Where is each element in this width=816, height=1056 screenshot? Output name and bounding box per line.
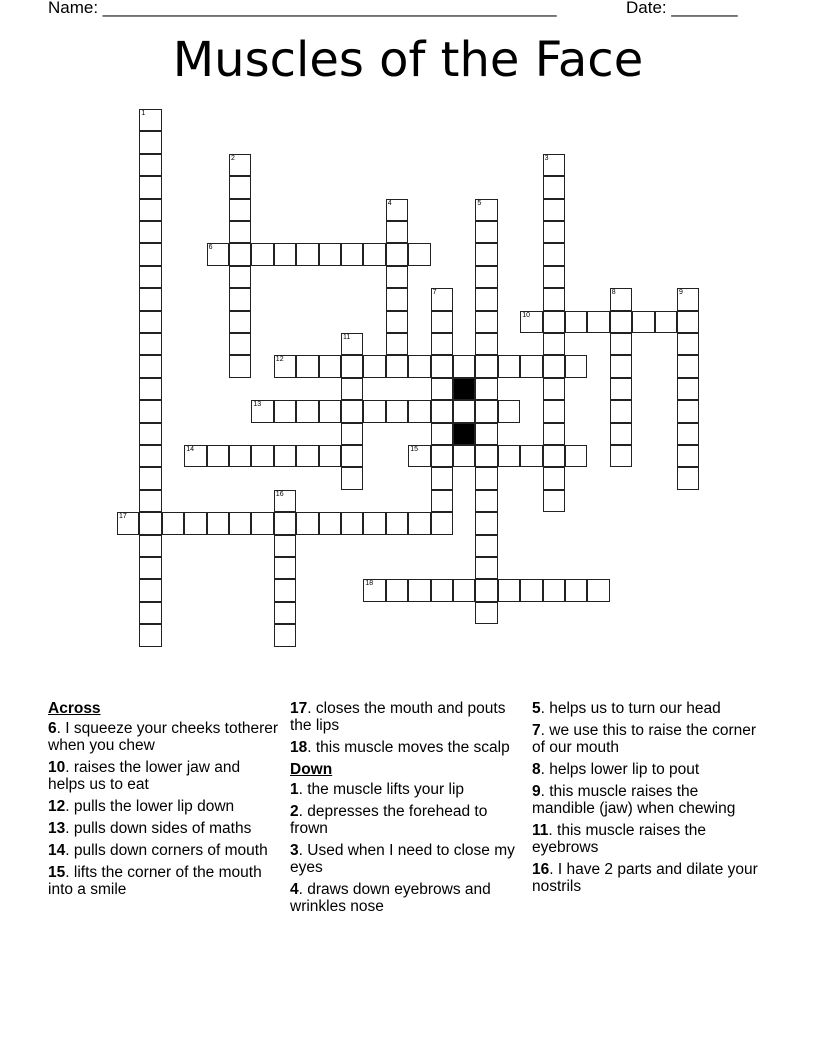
grid-cell[interactable] — [475, 199, 497, 221]
grid-cell[interactable] — [632, 311, 654, 333]
grid-cell[interactable] — [498, 355, 520, 377]
grid-cell[interactable] — [139, 154, 161, 176]
cell-number: 5 — [477, 199, 482, 207]
grid-cell[interactable] — [408, 243, 430, 265]
grid-cell[interactable] — [139, 557, 161, 579]
clue-down-5: 5. helps us to turn our head — [532, 700, 721, 717]
grid-cell[interactable] — [139, 311, 161, 333]
clue-text: pulls down corners of mouth — [73, 842, 268, 859]
clue-text: I squeeze your cheeks totherer when you chew — [48, 720, 279, 754]
grid-cell[interactable] — [139, 579, 161, 601]
grid-cell[interactable] — [363, 243, 385, 265]
grid-cell[interactable] — [408, 445, 430, 467]
grid-cell[interactable] — [677, 467, 699, 489]
grid-cell[interactable] — [408, 579, 430, 601]
grid-cell[interactable] — [341, 467, 363, 489]
grid-cell[interactable] — [274, 602, 296, 624]
grid-cell[interactable] — [431, 400, 453, 422]
grid-cell[interactable] — [543, 333, 565, 355]
clue-across-18: 18. this muscle moves the scalp — [290, 739, 510, 756]
grid-cell[interactable] — [207, 512, 229, 534]
grid-cell[interactable] — [610, 423, 632, 445]
grid-cell[interactable] — [139, 490, 161, 512]
grid-cell[interactable] — [543, 423, 565, 445]
grid-cell[interactable] — [610, 378, 632, 400]
clue-down-2: 2. depresses the forehead to frown — [290, 803, 488, 837]
grid-cell[interactable] — [475, 333, 497, 355]
cell-number: 2 — [231, 154, 235, 162]
grid-cell[interactable] — [251, 400, 273, 422]
grid-cell[interactable] — [341, 423, 363, 445]
grid-cell[interactable] — [520, 579, 542, 601]
grid-cell[interactable] — [431, 288, 453, 310]
clue-across-6: 6. I squeeze your cheeks totherer when you chew — [48, 720, 279, 754]
clue-text: this muscle raises the mandible (jaw) when chewing — [532, 783, 736, 817]
cell-number: 1 — [141, 110, 146, 117]
grid-cell[interactable] — [363, 512, 385, 534]
grid-cell[interactable] — [341, 355, 363, 377]
grid-cell[interactable] — [431, 467, 453, 489]
grid-cell[interactable] — [475, 535, 497, 557]
grid-cell[interactable] — [184, 445, 206, 467]
grid-cell[interactable] — [677, 355, 699, 377]
grid-cell[interactable] — [475, 378, 497, 400]
grid-cell[interactable] — [475, 266, 497, 288]
grid-cell[interactable] — [520, 445, 542, 467]
grid-cell[interactable] — [543, 199, 565, 221]
grid-cell[interactable] — [341, 243, 363, 265]
grid-cell[interactable] — [139, 467, 161, 489]
clue-number: 16 — [532, 861, 550, 878]
grid-cell[interactable] — [139, 445, 161, 467]
down-heading: Down — [290, 761, 333, 778]
grid-cell[interactable] — [274, 557, 296, 579]
clue-text: pulls down sides of maths — [73, 820, 252, 837]
grid-cell[interactable] — [543, 490, 565, 512]
grid-cell[interactable] — [543, 243, 565, 265]
grid-cell[interactable] — [543, 400, 565, 422]
grid-cell[interactable] — [229, 243, 251, 265]
grid-cell[interactable] — [431, 490, 453, 512]
grid-cell[interactable] — [296, 512, 318, 534]
grid-cell[interactable] — [319, 445, 341, 467]
grid-cell[interactable] — [453, 579, 475, 601]
clue-number: 7 — [532, 722, 541, 739]
grid-cell[interactable] — [319, 512, 341, 534]
clue-number: 9 — [532, 783, 541, 800]
grid-cell[interactable] — [543, 445, 565, 467]
grid-cell[interactable] — [520, 311, 542, 333]
clue-number: 12 — [48, 798, 66, 815]
grid-cell[interactable] — [453, 400, 475, 422]
grid-cell[interactable] — [139, 512, 161, 534]
grid-cell[interactable] — [341, 378, 363, 400]
grid-cell[interactable] — [431, 378, 453, 400]
grid-cell[interactable] — [386, 288, 408, 310]
clue-across-15: 15. lifts the corner of the mouth into a smile — [48, 864, 262, 898]
clue-text: draws down eyebrows and wrinkles nose — [290, 881, 491, 915]
grid-cell[interactable] — [386, 243, 408, 265]
grid-cell[interactable] — [408, 355, 430, 377]
grid-cell[interactable] — [610, 400, 632, 422]
clues-column-3 — [532, 700, 764, 900]
grid-cell[interactable] — [341, 512, 363, 534]
grid-cell[interactable] — [184, 512, 206, 534]
clue-number: 11 — [532, 822, 549, 839]
grid-cell[interactable] — [520, 355, 542, 377]
grid-cell[interactable] — [655, 311, 677, 333]
grid-cell[interactable] — [475, 400, 497, 422]
grid-cell[interactable] — [319, 400, 341, 422]
grid-cell[interactable] — [543, 311, 565, 333]
clue-number: 13 — [48, 820, 66, 837]
grid-cell[interactable] — [139, 423, 161, 445]
grid-cell[interactable] — [543, 154, 565, 176]
grid-cell[interactable] — [610, 288, 632, 310]
grid-cell[interactable] — [543, 266, 565, 288]
clue-number: 15 — [48, 864, 66, 881]
grid-cell[interactable] — [139, 266, 161, 288]
grid-cell[interactable] — [475, 423, 497, 445]
grid-cell[interactable] — [341, 400, 363, 422]
grid-cell[interactable] — [431, 355, 453, 377]
grid-cell[interactable] — [475, 445, 497, 467]
cell-number: 14 — [186, 446, 194, 453]
grid-cell[interactable] — [498, 579, 520, 601]
grid-cell[interactable] — [296, 243, 318, 265]
grid-cell[interactable] — [543, 378, 565, 400]
clues-column-1 — [48, 700, 280, 903]
cell-number: 13 — [253, 401, 262, 409]
clue-down-9: 9. this muscle raises the mandible (jaw) when chewing — [532, 783, 736, 817]
grid-cell[interactable] — [386, 579, 408, 601]
page-title: Muscles of the Face — [172, 32, 644, 88]
grid-cell[interactable] — [475, 579, 497, 601]
grid-cell[interactable] — [139, 624, 161, 646]
clue-number: 3 — [290, 842, 299, 859]
clue-text: raises the lower jaw and helps us to eat — [48, 759, 241, 793]
grid-cell[interactable] — [408, 400, 430, 422]
clue-number: 4 — [290, 881, 299, 898]
grid-cell[interactable] — [207, 243, 229, 265]
grid-cell[interactable] — [543, 579, 565, 601]
grid-cell[interactable] — [251, 512, 273, 534]
grid-cell[interactable] — [677, 333, 699, 355]
clue-across-12: 12. pulls the lower lip down — [48, 798, 235, 815]
grid-cell[interactable] — [475, 243, 497, 265]
clue-number: 10 — [48, 759, 66, 776]
clue-number: 6 — [48, 720, 57, 737]
cell-number: 15 — [410, 446, 418, 453]
grid-cell[interactable] — [543, 176, 565, 198]
grid-cell[interactable] — [251, 243, 273, 265]
grid-cell[interactable] — [565, 355, 587, 377]
grid-cell[interactable] — [229, 266, 251, 288]
grid-cell[interactable] — [296, 400, 318, 422]
clue-text: closes the mouth and pouts the lips — [290, 700, 506, 734]
black-cell — [453, 378, 475, 400]
grid-cell[interactable] — [475, 221, 497, 243]
grid-cell[interactable] — [386, 221, 408, 243]
grid-cell[interactable] — [677, 445, 699, 467]
grid-cell[interactable] — [386, 199, 408, 221]
grid-cell[interactable] — [229, 445, 251, 467]
grid-cell[interactable] — [610, 445, 632, 467]
grid-cell[interactable] — [610, 355, 632, 377]
grid-cell[interactable] — [677, 311, 699, 333]
grid-cell[interactable] — [296, 355, 318, 377]
grid-cell[interactable] — [363, 400, 385, 422]
grid-cell[interactable] — [139, 199, 161, 221]
cell-number: 6 — [208, 244, 213, 252]
grid-cell[interactable] — [431, 445, 453, 467]
grid-cell[interactable] — [475, 512, 497, 534]
grid-cell[interactable] — [229, 333, 251, 355]
clue-text: we use this to raise the corner of our mouth — [532, 722, 757, 756]
clue-number: 17 — [290, 700, 308, 717]
cell-number: 9 — [679, 289, 683, 297]
clue-number: 8 — [532, 761, 541, 778]
grid-cell[interactable] — [274, 624, 296, 646]
clue-down-8: 8. helps lower lip to pout — [532, 761, 700, 778]
grid-cell[interactable] — [296, 445, 318, 467]
grid-cell[interactable] — [229, 199, 251, 221]
grid-cell[interactable] — [475, 467, 497, 489]
grid-cell[interactable] — [543, 467, 565, 489]
grid-cell[interactable] — [139, 400, 161, 422]
grid-cell[interactable] — [251, 445, 273, 467]
grid-cell[interactable] — [274, 512, 296, 534]
grid-cell[interactable] — [475, 490, 497, 512]
grid-cell[interactable] — [274, 445, 296, 467]
grid-cell[interactable] — [565, 579, 587, 601]
grid-cell[interactable] — [139, 131, 161, 153]
clue-text: helps lower lip to pout — [549, 761, 700, 778]
clue-number: 5 — [532, 700, 541, 717]
clue-text: pulls the lower lip down — [73, 798, 235, 815]
grid-cell[interactable] — [139, 288, 161, 310]
grid-cell[interactable] — [587, 311, 609, 333]
grid-cell[interactable] — [274, 579, 296, 601]
grid-cell[interactable] — [386, 266, 408, 288]
clue-text: helps us to turn our head — [549, 700, 721, 717]
grid-cell[interactable] — [610, 333, 632, 355]
clue-across-14: 14. pulls down corners of mouth — [48, 842, 268, 859]
clue-text: I have 2 parts and dilate your nostrils — [532, 861, 758, 895]
grid-cell[interactable] — [274, 535, 296, 557]
cell-number: 16 — [275, 490, 284, 498]
grid-cell[interactable] — [677, 378, 699, 400]
grid-cell[interactable] — [453, 355, 475, 377]
grid-cell[interactable] — [139, 378, 161, 400]
grid-cell[interactable] — [363, 579, 385, 601]
grid-cell[interactable] — [386, 355, 408, 377]
grid-cell[interactable] — [363, 355, 385, 377]
grid-cell[interactable] — [431, 311, 453, 333]
grid-cell[interactable] — [543, 355, 565, 377]
cell-number: 18 — [365, 580, 374, 588]
clue-number: 2 — [290, 803, 299, 820]
clue-text: lifts the corner of the mouth into a smile — [48, 864, 262, 898]
cell-number: 17 — [119, 513, 127, 521]
cell-number: 10 — [522, 311, 530, 319]
grid-cell[interactable] — [453, 445, 475, 467]
grid-cell[interactable] — [319, 355, 341, 377]
name-field[interactable]: Name: ________________________________________________ — [48, 0, 557, 17]
clue-across-10: 10. raises the lower jaw and helps us to eat — [48, 759, 241, 793]
clue-number: 14 — [48, 842, 66, 859]
clue-down-4: 4. draws down eyebrows and wrinkles nose — [290, 881, 491, 915]
clue-text: the muscle lifts your lip — [307, 781, 465, 798]
grid-cell[interactable] — [565, 445, 587, 467]
grid-cell[interactable] — [274, 490, 296, 512]
grid-cell[interactable] — [677, 288, 699, 310]
clue-text: depresses the forehead to frown — [290, 803, 488, 837]
grid-cell[interactable] — [386, 512, 408, 534]
grid-cell[interactable] — [565, 311, 587, 333]
clue-across-13: 13. pulls down sides of maths — [48, 820, 252, 837]
grid-cell[interactable] — [162, 512, 184, 534]
grid-cell[interactable] — [229, 512, 251, 534]
grid-cell[interactable] — [139, 355, 161, 377]
grid-cell[interactable] — [431, 423, 453, 445]
grid-cell[interactable] — [475, 311, 497, 333]
clue-number: 1 — [290, 781, 299, 798]
grid-cell[interactable] — [341, 445, 363, 467]
clue-down-16: 16. I have 2 parts and dilate your nostrils — [532, 861, 758, 895]
grid-cell[interactable] — [274, 400, 296, 422]
grid-cell[interactable] — [139, 243, 161, 265]
grid-cell[interactable] — [475, 288, 497, 310]
black-cell — [453, 423, 475, 445]
date-field[interactable]: Date: _______ — [626, 0, 738, 17]
grid-cell[interactable] — [229, 154, 251, 176]
clue-down-7: 7. we use this to raise the corner of our mouth — [532, 722, 757, 756]
grid-cell[interactable] — [386, 400, 408, 422]
grid-cell[interactable] — [543, 221, 565, 243]
grid-cell[interactable] — [498, 445, 520, 467]
grid-cell[interactable] — [139, 333, 161, 355]
grid-cell[interactable] — [431, 579, 453, 601]
grid-cell[interactable] — [139, 176, 161, 198]
cell-number: 3 — [544, 154, 549, 162]
grid-cell[interactable] — [475, 602, 497, 624]
clue-text: Used when I need to close my eyes — [290, 842, 515, 876]
grid-cell[interactable] — [229, 355, 251, 377]
grid-cell[interactable] — [386, 311, 408, 333]
cell-number: 11 — [343, 334, 351, 341]
grid-cell[interactable] — [319, 243, 341, 265]
grid-cell[interactable] — [677, 400, 699, 422]
grid-cell[interactable] — [274, 355, 296, 377]
grid-cell[interactable] — [207, 445, 229, 467]
grid-cell[interactable] — [408, 512, 430, 534]
grid-cell[interactable] — [274, 243, 296, 265]
grid-cell[interactable] — [139, 602, 161, 624]
grid-cell[interactable] — [677, 423, 699, 445]
grid-cell[interactable] — [475, 557, 497, 579]
grid-cell[interactable] — [431, 512, 453, 534]
clues-column-2 — [290, 700, 522, 920]
grid-cell[interactable] — [229, 221, 251, 243]
grid-cell[interactable] — [587, 579, 609, 601]
grid-cell[interactable] — [229, 311, 251, 333]
cell-number: 4 — [387, 199, 392, 207]
clue-down-11: 11. this muscle raises the eyebrows — [532, 822, 707, 856]
grid-cell[interactable] — [543, 288, 565, 310]
grid-cell[interactable] — [431, 333, 453, 355]
clue-text: this muscle moves the scalp — [315, 739, 510, 756]
clue-down-1: 1. the muscle lifts your lip — [290, 781, 465, 798]
cell-number: 12 — [275, 356, 284, 364]
grid-cell[interactable] — [229, 288, 251, 310]
across-heading: Across — [48, 700, 101, 717]
clue-down-3: 3. Used when I need to close my eyes — [290, 842, 515, 876]
grid-cell[interactable] — [139, 109, 161, 131]
grid-cell[interactable] — [475, 355, 497, 377]
grid-cell[interactable] — [341, 333, 363, 355]
cell-number: 8 — [611, 289, 616, 297]
grid-cell[interactable] — [386, 333, 408, 355]
grid-cell[interactable] — [229, 176, 251, 198]
grid-cell[interactable] — [610, 311, 632, 333]
grid-cell[interactable] — [498, 400, 520, 422]
grid-cell[interactable] — [139, 221, 161, 243]
clue-number: 18 — [290, 739, 308, 756]
grid-cell[interactable] — [117, 512, 139, 534]
cell-number: 7 — [432, 289, 437, 297]
clue-across-17: 17. closes the mouth and pouts the lips — [290, 700, 506, 734]
grid-cell[interactable] — [139, 535, 161, 557]
clue-text: this muscle raises the eyebrows — [532, 822, 707, 856]
